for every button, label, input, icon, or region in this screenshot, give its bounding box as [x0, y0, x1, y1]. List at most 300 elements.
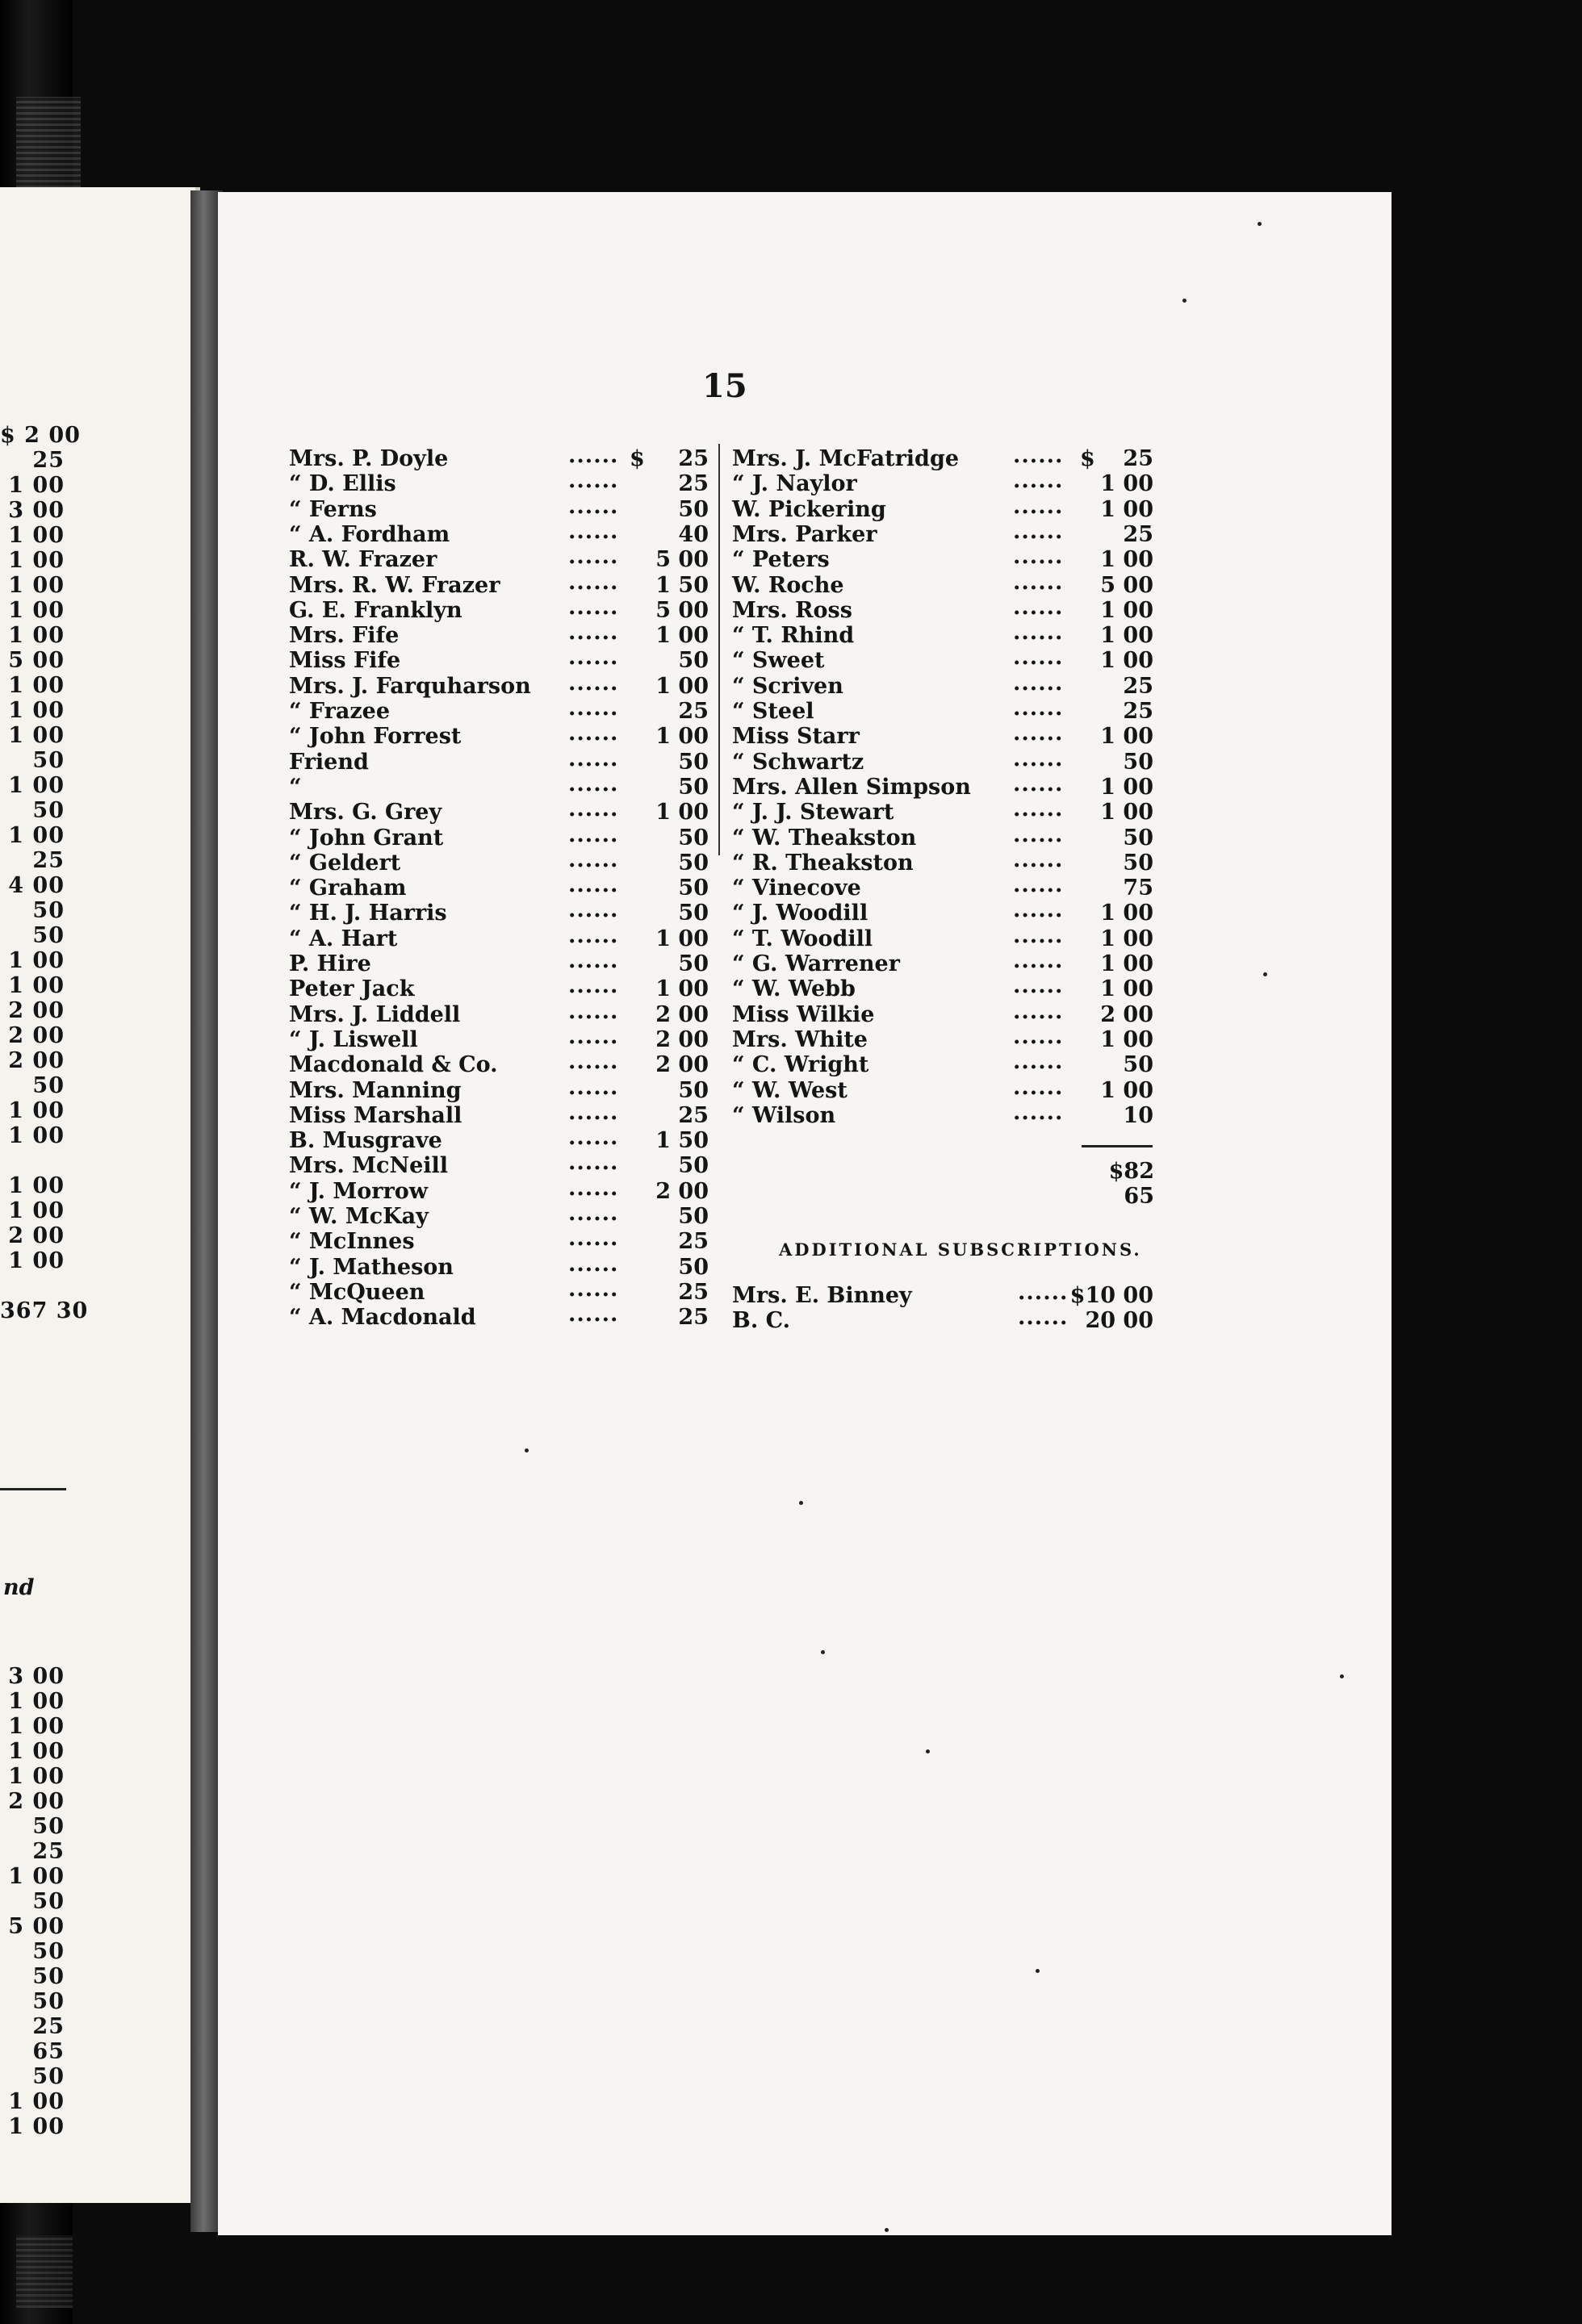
- subscription-entry: [289, 1201, 709, 1229]
- subscriber-name: Mrs. P. Doyle: [289, 446, 449, 471]
- subscription-entry: [732, 1023, 1153, 1052]
- previous-page-amount: 4 00: [8, 873, 65, 898]
- subscriber-name: “ Graham: [289, 876, 407, 901]
- leader-dots: ......: [1013, 493, 1064, 519]
- leader-dots: ......: [568, 746, 619, 771]
- subscriber-name: “ McInnes: [289, 1229, 415, 1255]
- subscription-amount: 50: [678, 825, 709, 851]
- leader-dots: ......: [568, 569, 619, 595]
- leader-dots: ......: [1013, 620, 1064, 646]
- subscriber-name: “ Vinecove: [732, 876, 861, 901]
- leader-dots: ......: [1018, 1305, 1069, 1331]
- subscriber-name: “ Steel: [732, 699, 814, 724]
- subscription-entry: [732, 1099, 1153, 1128]
- subscriber-name: W. Pickering: [732, 496, 886, 522]
- subscription-amount: 1 00: [1100, 547, 1153, 573]
- leader-dots: ......: [568, 620, 619, 646]
- subscriber-name: Miss Starr: [732, 724, 860, 750]
- subscription-amount: 1 00: [1100, 623, 1153, 649]
- subscriber-name: “ Sweet: [732, 648, 825, 674]
- subscriber-name: “ Schwartz: [732, 749, 864, 775]
- print-speck: [525, 1448, 529, 1452]
- subscriber-name: Mrs. G. Grey: [289, 800, 442, 826]
- leader-dots: ......: [1013, 897, 1064, 923]
- previous-page-amount: 1 00: [8, 2089, 65, 2114]
- subscription-entry: [732, 746, 1153, 775]
- leader-dots: ......: [568, 846, 619, 872]
- previous-page-amount: 1 00: [8, 948, 65, 973]
- print-speck: [885, 2228, 889, 2232]
- subscriber-name: “ John Grant: [289, 825, 444, 851]
- subscription-amount: 25: [678, 1229, 709, 1255]
- subscriber-name: “ John Forrest: [289, 724, 462, 750]
- leader-dots: ......: [568, 1049, 619, 1075]
- subscription-amount: 1 00: [1100, 926, 1153, 951]
- print-speck: [799, 1501, 803, 1505]
- subscription-amount: 50: [678, 496, 709, 522]
- subscription-entry: [732, 620, 1153, 649]
- subscription-entry: [289, 1251, 709, 1280]
- previous-page-amount: 50: [32, 898, 65, 923]
- previous-page-amount: 5 00: [8, 1914, 65, 1939]
- subscriber-name: R. W. Frazer: [289, 547, 437, 573]
- subscription-entry: [289, 771, 709, 800]
- leader-dots: ......: [1013, 468, 1064, 494]
- previous-page-amount: 50: [32, 1989, 65, 2014]
- subscription-entry: [732, 1049, 1153, 1078]
- subscription-amount: 1 00: [1100, 724, 1153, 750]
- previous-page-amount: 2 00: [8, 1789, 65, 1814]
- subscriber-name: “ J. Matheson: [289, 1254, 454, 1280]
- subscription-amount: 1 00: [655, 976, 709, 1002]
- leader-dots: ......: [1013, 544, 1064, 570]
- previous-page-amount: 1 00: [8, 548, 65, 573]
- leader-dots: ......: [568, 1276, 619, 1302]
- subscriber-name: Mrs. McNeill: [289, 1153, 449, 1179]
- subscriber-name: “ T. Rhind: [732, 623, 855, 649]
- subscriber-name: “ W. West: [732, 1077, 848, 1103]
- subscription-amount: 1 00: [655, 673, 709, 699]
- leader-dots: ......: [568, 544, 619, 570]
- leader-dots: ......: [568, 998, 619, 1024]
- leader-dots: ......: [568, 872, 619, 898]
- subscription-amount: 5 00: [655, 547, 709, 573]
- subscription-entry: [289, 443, 709, 471]
- leader-dots: ......: [1013, 721, 1064, 746]
- subscriber-name: “: [289, 774, 302, 800]
- leader-dots: ......: [568, 973, 619, 999]
- subscription-amount: 25: [678, 1305, 709, 1331]
- subscription-amount: 1 00: [1100, 597, 1153, 623]
- print-speck: [1340, 1674, 1344, 1678]
- subscription-entry: [732, 645, 1153, 674]
- leader-dots: ......: [1013, 518, 1064, 544]
- subscription-entry: [289, 670, 709, 699]
- previous-page-amount: 50: [32, 1073, 65, 1098]
- leader-dots: ......: [568, 670, 619, 696]
- leader-dots: ......: [1013, 821, 1064, 847]
- previous-page-amount: 1 00: [8, 823, 65, 848]
- leader-dots: ......: [568, 771, 619, 796]
- subscription-entry: [289, 1049, 709, 1078]
- subscriber-name: Friend: [289, 749, 369, 775]
- previous-page-total-rule: [0, 1488, 66, 1490]
- previous-page-amount: 25: [32, 448, 65, 473]
- subscriber-name: Miss Marshall: [289, 1102, 462, 1128]
- print-speck: [821, 1650, 825, 1654]
- subscription-entry: [732, 872, 1153, 901]
- subscriber-name: Mrs. White: [732, 1026, 868, 1052]
- subscriber-name: “ Wilson: [732, 1102, 836, 1128]
- subscriber-name: Mrs. Ross: [732, 597, 852, 623]
- leader-dots: ......: [568, 1251, 619, 1277]
- subscriber-name: “ J. Morrow: [289, 1178, 429, 1204]
- leader-dots: ......: [568, 645, 619, 671]
- subscription-amount: 50: [1123, 1052, 1153, 1078]
- previous-page-amount: 2 00: [8, 998, 65, 1023]
- leader-dots: ......: [568, 796, 619, 822]
- print-speck: [1263, 972, 1267, 976]
- leader-dots: ......: [568, 594, 619, 620]
- subscription-entry: [732, 821, 1153, 851]
- subscriber-name: Mrs. J. McFatridge: [732, 446, 959, 471]
- subscriber-name: “ T. Woodill: [732, 926, 873, 951]
- subscription-entry: [289, 948, 709, 976]
- previous-page-amount: 50: [32, 2064, 65, 2089]
- subscriber-name: G. E. Franklyn: [289, 597, 462, 623]
- subscription-entry: [289, 1074, 709, 1103]
- subscriber-name: Mrs. Fife: [289, 623, 400, 649]
- previous-page-amount: 1 00: [8, 1123, 65, 1148]
- previous-page-amount: 1 00: [8, 473, 65, 498]
- subscription-amount: 5 00: [655, 597, 709, 623]
- subscriber-name: “ Peters: [732, 547, 830, 573]
- subscription-entry: [732, 922, 1153, 951]
- subscription-entry: [732, 948, 1153, 976]
- subscription-entry: [732, 696, 1153, 724]
- subscriber-name: “ A. Macdonald: [289, 1305, 476, 1331]
- previous-page-amount: 1 00: [8, 1739, 65, 1764]
- subscription-entry: [289, 821, 709, 851]
- previous-page-amount: 1 00: [8, 773, 65, 798]
- subscription-amount: 50: [678, 1153, 709, 1179]
- subscription-entry: [289, 746, 709, 775]
- leader-dots: ......: [568, 1302, 619, 1327]
- previous-page-amount: 50: [32, 798, 65, 823]
- subscription-entry: [289, 645, 709, 674]
- subscription-amount: 1 00: [655, 800, 709, 826]
- previous-page-amount: 50: [32, 748, 65, 773]
- subscriber-name: “ J. Liswell: [289, 1026, 418, 1052]
- subscription-entry: [732, 796, 1153, 826]
- subscription-amount: 25: [1123, 699, 1153, 724]
- previous-page-amount: 1 00: [8, 1098, 65, 1123]
- subscription-amount: 1 00: [1100, 976, 1153, 1002]
- subscription-amount: 50: [678, 648, 709, 674]
- subscriber-name: Mrs. J. Farquharson: [289, 673, 531, 699]
- subscription-amount: 1 00: [1100, 800, 1153, 826]
- leader-dots: ......: [568, 518, 619, 544]
- subscriber-name: B. C.: [732, 1308, 791, 1334]
- subscriber-name: “ A. Hart: [289, 926, 398, 951]
- subscriber-name: “ Ferns: [289, 496, 377, 522]
- subscription-entry: [732, 544, 1153, 573]
- subscription-entry: [289, 1276, 709, 1305]
- subscription-amount: 1 00: [1100, 1077, 1153, 1103]
- previous-page-amount: 1 00: [8, 1864, 65, 1889]
- subscriber-name: B. Musgrave: [289, 1128, 442, 1154]
- subscription-entry: [732, 771, 1153, 800]
- leader-dots: ......: [568, 721, 619, 746]
- subscription-amount: 1 00: [655, 926, 709, 951]
- subscription-amount: 2 00: [655, 1001, 709, 1027]
- subscription-amount: 50: [678, 901, 709, 926]
- subscriber-name: Mrs. R. W. Frazer: [289, 572, 500, 598]
- previous-page-amount: 3 00: [8, 498, 65, 523]
- previous-page-amount: 1 00: [8, 973, 65, 998]
- leader-dots: ......: [568, 443, 619, 468]
- subscriber-name: “ Frazee: [289, 699, 391, 724]
- dollar-sign-left: $: [630, 446, 645, 471]
- previous-page-fragment: [0, 187, 200, 2203]
- subscriber-name: “ A. Fordham: [289, 521, 450, 547]
- previous-page-amount: 25: [32, 2014, 65, 2039]
- subscription-entry: [289, 998, 709, 1027]
- subscription-amount: 2 00: [655, 1052, 709, 1078]
- previous-page-amount: 50: [32, 1939, 65, 1964]
- subscription-amount: $10 00: [1069, 1283, 1153, 1308]
- subscription-entry: [732, 846, 1153, 876]
- previous-page-amount: 1 00: [8, 1689, 65, 1714]
- subscription-amount: 25: [1123, 673, 1153, 699]
- leader-dots: ......: [568, 897, 619, 923]
- previous-page-amount: 1 00: [8, 673, 65, 698]
- subscriber-name: Miss Fife: [289, 648, 401, 674]
- subscription-amount: 1 00: [655, 623, 709, 649]
- subscriber-name: “ Geldert: [289, 850, 401, 876]
- subscription-entry: [289, 846, 709, 876]
- leader-dots: ......: [1013, 594, 1064, 620]
- subscription-entry: [732, 1074, 1153, 1103]
- previous-page-amount: 1 00: [8, 1173, 65, 1198]
- binding-texture-bottom: [16, 2235, 73, 2308]
- subscription-amount: 1 00: [1100, 648, 1153, 674]
- leader-dots: ......: [568, 1023, 619, 1049]
- subscription-entry: [732, 1305, 1153, 1334]
- subscription-amount: 1 00: [1100, 951, 1153, 976]
- subscription-entry: [732, 897, 1153, 926]
- leader-dots: ......: [568, 1175, 619, 1201]
- previous-page-amounts-2: [0, 1664, 65, 2139]
- subscription-amount: 1 50: [655, 572, 709, 598]
- previous-page-amount: 2 00: [8, 1048, 65, 1073]
- subscription-amount: 5 00: [1100, 572, 1153, 598]
- subscriber-name: “ R. Theakston: [732, 850, 914, 876]
- subscription-entry: [289, 872, 709, 901]
- subscriber-name: “ J. Woodill: [732, 901, 868, 926]
- leader-dots: ......: [1013, 846, 1064, 872]
- previous-page-amount: [0, 1273, 65, 1298]
- subscription-amount: 25: [678, 446, 709, 471]
- leader-dots: ......: [568, 821, 619, 847]
- subscription-amount: 25: [678, 471, 709, 497]
- subscriber-name: “ H. J. Harris: [289, 901, 447, 926]
- subscription-entry: [732, 1280, 1153, 1308]
- subscription-entry: [732, 998, 1153, 1027]
- leader-dots: ......: [1013, 1049, 1064, 1075]
- subscription-amount: 40: [678, 521, 709, 547]
- subscription-entry: [289, 1099, 709, 1128]
- subscription-entry: [732, 569, 1153, 598]
- leader-dots: ......: [568, 1074, 619, 1100]
- subscription-entry: [289, 569, 709, 598]
- subscriber-name: “ J. Naylor: [732, 471, 857, 497]
- subscription-entry: [732, 594, 1153, 623]
- subscriber-name: W. Roche: [732, 572, 844, 598]
- subscription-amount: 1 00: [1100, 496, 1153, 522]
- subscription-entry: [289, 518, 709, 547]
- previous-page-amount: [0, 1148, 65, 1173]
- subscriber-name: Mrs. Parker: [732, 521, 877, 547]
- previous-page-amount: 1 00: [8, 1764, 65, 1789]
- page-number: 15: [702, 367, 747, 405]
- leader-dots: ......: [1013, 998, 1064, 1024]
- subscription-entry: [289, 468, 709, 497]
- subscription-amount: 50: [678, 774, 709, 800]
- subscription-amount: 50: [1123, 825, 1153, 851]
- subscription-amount: 50: [678, 1204, 709, 1229]
- subscriber-name: “ W. McKay: [289, 1204, 429, 1229]
- leader-dots: ......: [568, 493, 619, 519]
- subscription-amount: 25: [678, 699, 709, 724]
- previous-page-amount: 50: [32, 1814, 65, 1839]
- subscriber-name: Miss Wilkie: [732, 1001, 875, 1027]
- previous-page-amount: 1 00: [8, 698, 65, 723]
- leader-dots: ......: [1018, 1280, 1069, 1305]
- subscriber-name: Mrs. Manning: [289, 1077, 462, 1103]
- subscription-amount: 25: [1123, 446, 1153, 471]
- leader-dots: ......: [568, 1201, 619, 1226]
- subscription-entry: [289, 620, 709, 649]
- subscription-entry: [289, 721, 709, 750]
- subscription-entry: [732, 518, 1153, 547]
- leader-dots: ......: [1013, 771, 1064, 796]
- leader-dots: ......: [568, 696, 619, 721]
- leader-dots: ......: [1013, 443, 1064, 468]
- leader-dots: ......: [1013, 872, 1064, 898]
- previous-page-amount: 1 00: [8, 1198, 65, 1223]
- subscription-amount: 1 00: [1100, 471, 1153, 497]
- previous-page-amount: $ 2 00: [0, 423, 81, 448]
- subscription-amount: 1 00: [655, 724, 709, 750]
- leader-dots: ......: [1013, 696, 1064, 721]
- leader-dots: ......: [1013, 796, 1064, 822]
- leader-dots: ......: [1013, 948, 1064, 973]
- previous-page-amount: 2 00: [8, 1023, 65, 1048]
- subscription-amount: 25: [1123, 521, 1153, 547]
- subscription-entry: [732, 468, 1153, 497]
- subscription-entry: [732, 670, 1153, 699]
- subscriber-name: Mrs. E. Binney: [732, 1283, 912, 1308]
- subscriber-name: “ W. Theakston: [732, 825, 917, 851]
- subscription-entry: [289, 796, 709, 826]
- subscription-amount: 2 00: [655, 1026, 709, 1052]
- subscription-entry: [289, 696, 709, 724]
- previous-page-amount: 50: [32, 1964, 65, 1989]
- previous-page-amount: 1 00: [8, 598, 65, 623]
- subscription-entry: [732, 493, 1153, 522]
- subscription-amount: 1 00: [1100, 1026, 1153, 1052]
- previous-page-amount: 1 00: [8, 1248, 65, 1273]
- subscriber-name: Peter Jack: [289, 976, 415, 1002]
- subscriber-name: “ J. J. Stewart: [732, 800, 894, 826]
- print-speck: [1036, 1969, 1040, 1973]
- subscriber-name: Macdonald & Co.: [289, 1052, 498, 1078]
- previous-page-amount: 25: [32, 1839, 65, 1864]
- subscriber-name: Mrs. J. Liddell: [289, 1001, 461, 1027]
- subscription-amount: 2 00: [655, 1178, 709, 1204]
- print-speck: [1258, 222, 1262, 226]
- subscription-entry: [289, 1125, 709, 1154]
- subscription-entry: [289, 1150, 709, 1179]
- subscription-amount: 50: [1123, 850, 1153, 876]
- subscription-entry: [289, 493, 709, 522]
- subscription-entry: [289, 544, 709, 573]
- previous-page-amount: 2 00: [8, 1223, 65, 1248]
- subscription-entry: [289, 1023, 709, 1052]
- subscription-amount: 20 00: [1085, 1308, 1153, 1334]
- subscriber-name: Mrs. Allen Simpson: [732, 774, 971, 800]
- subscription-entry: [289, 922, 709, 951]
- subscription-entry: [732, 973, 1153, 1002]
- previous-page-amount: 25: [32, 848, 65, 873]
- subscription-entry: [289, 897, 709, 926]
- subscription-amount: 50: [678, 1077, 709, 1103]
- subscription-entry: [289, 1226, 709, 1255]
- binding-texture: [16, 97, 81, 194]
- subscription-amount: 2 00: [1100, 1001, 1153, 1027]
- leader-dots: ......: [1013, 746, 1064, 771]
- previous-page-amount: 1 00: [8, 2114, 65, 2139]
- subscriber-name: “ W. Webb: [732, 976, 856, 1002]
- total-rule: [1082, 1145, 1153, 1147]
- previous-page-amount: 367 30: [0, 1298, 89, 1323]
- leader-dots: ......: [1013, 973, 1064, 999]
- subscription-entry: [289, 973, 709, 1002]
- subscription-amount: 50: [678, 876, 709, 901]
- leader-dots: ......: [1013, 670, 1064, 696]
- subscription-amount: 1 00: [1100, 901, 1153, 926]
- subscription-entry: [732, 721, 1153, 750]
- previous-page-amount: 1 00: [8, 1714, 65, 1739]
- subscription-amount: 50: [678, 749, 709, 775]
- leader-dots: ......: [568, 1150, 619, 1176]
- previous-page-heading: nd: [3, 1575, 35, 1600]
- leader-dots: ......: [568, 1125, 619, 1151]
- leader-dots: ......: [1013, 569, 1064, 595]
- subscription-amount: 75: [1123, 876, 1153, 901]
- previous-page-amount: 1 00: [8, 523, 65, 548]
- column-total: $82 65: [1108, 1159, 1154, 1209]
- previous-page-amount: 65: [32, 2039, 65, 2064]
- subscriber-name: “ C. Wright: [732, 1052, 869, 1078]
- previous-page-amount: 1 00: [8, 623, 65, 648]
- leader-dots: ......: [568, 1099, 619, 1125]
- leader-dots: ......: [1013, 645, 1064, 671]
- dollar-sign-right: $: [1080, 446, 1095, 471]
- subscription-amount: 50: [678, 951, 709, 976]
- subscription-amount: 50: [678, 1254, 709, 1280]
